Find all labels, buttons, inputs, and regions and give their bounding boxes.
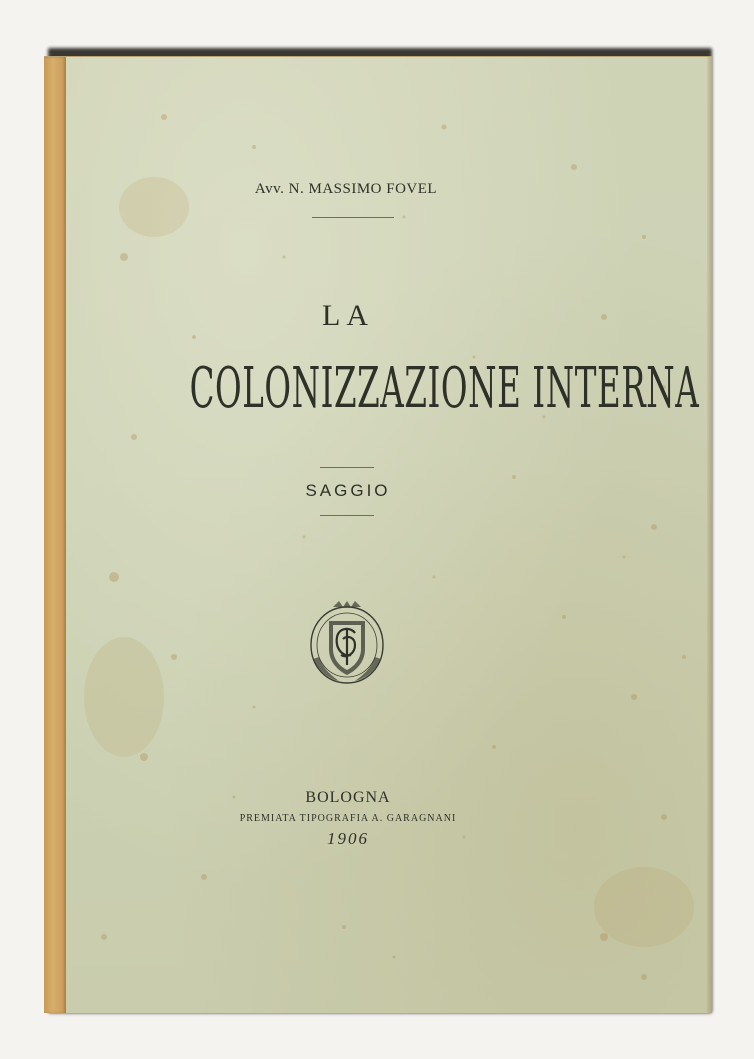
page-edge	[707, 57, 712, 1013]
main-title: COLONIZZAZIONE INTERNA	[189, 356, 700, 421]
printer-name: PREMIATA TIPOGRAFIA A. GARAGNANI	[239, 813, 457, 824]
book-spine	[44, 57, 66, 1013]
author-rule	[312, 217, 394, 218]
publication-city: BOLOGNA	[305, 789, 391, 806]
subtitle: SAGGIO	[305, 481, 391, 500]
foxing-stains	[44, 57, 712, 1013]
book-cover	[44, 56, 712, 1013]
author-name: Avv. N. MASSIMO FOVEL	[254, 181, 438, 197]
subtitle-rule-bottom	[320, 515, 374, 516]
title-article: LA	[322, 299, 374, 332]
publication-year: 1906	[327, 829, 369, 848]
subtitle-rule-top	[320, 467, 374, 468]
monogram-emblem-icon	[303, 599, 391, 691]
